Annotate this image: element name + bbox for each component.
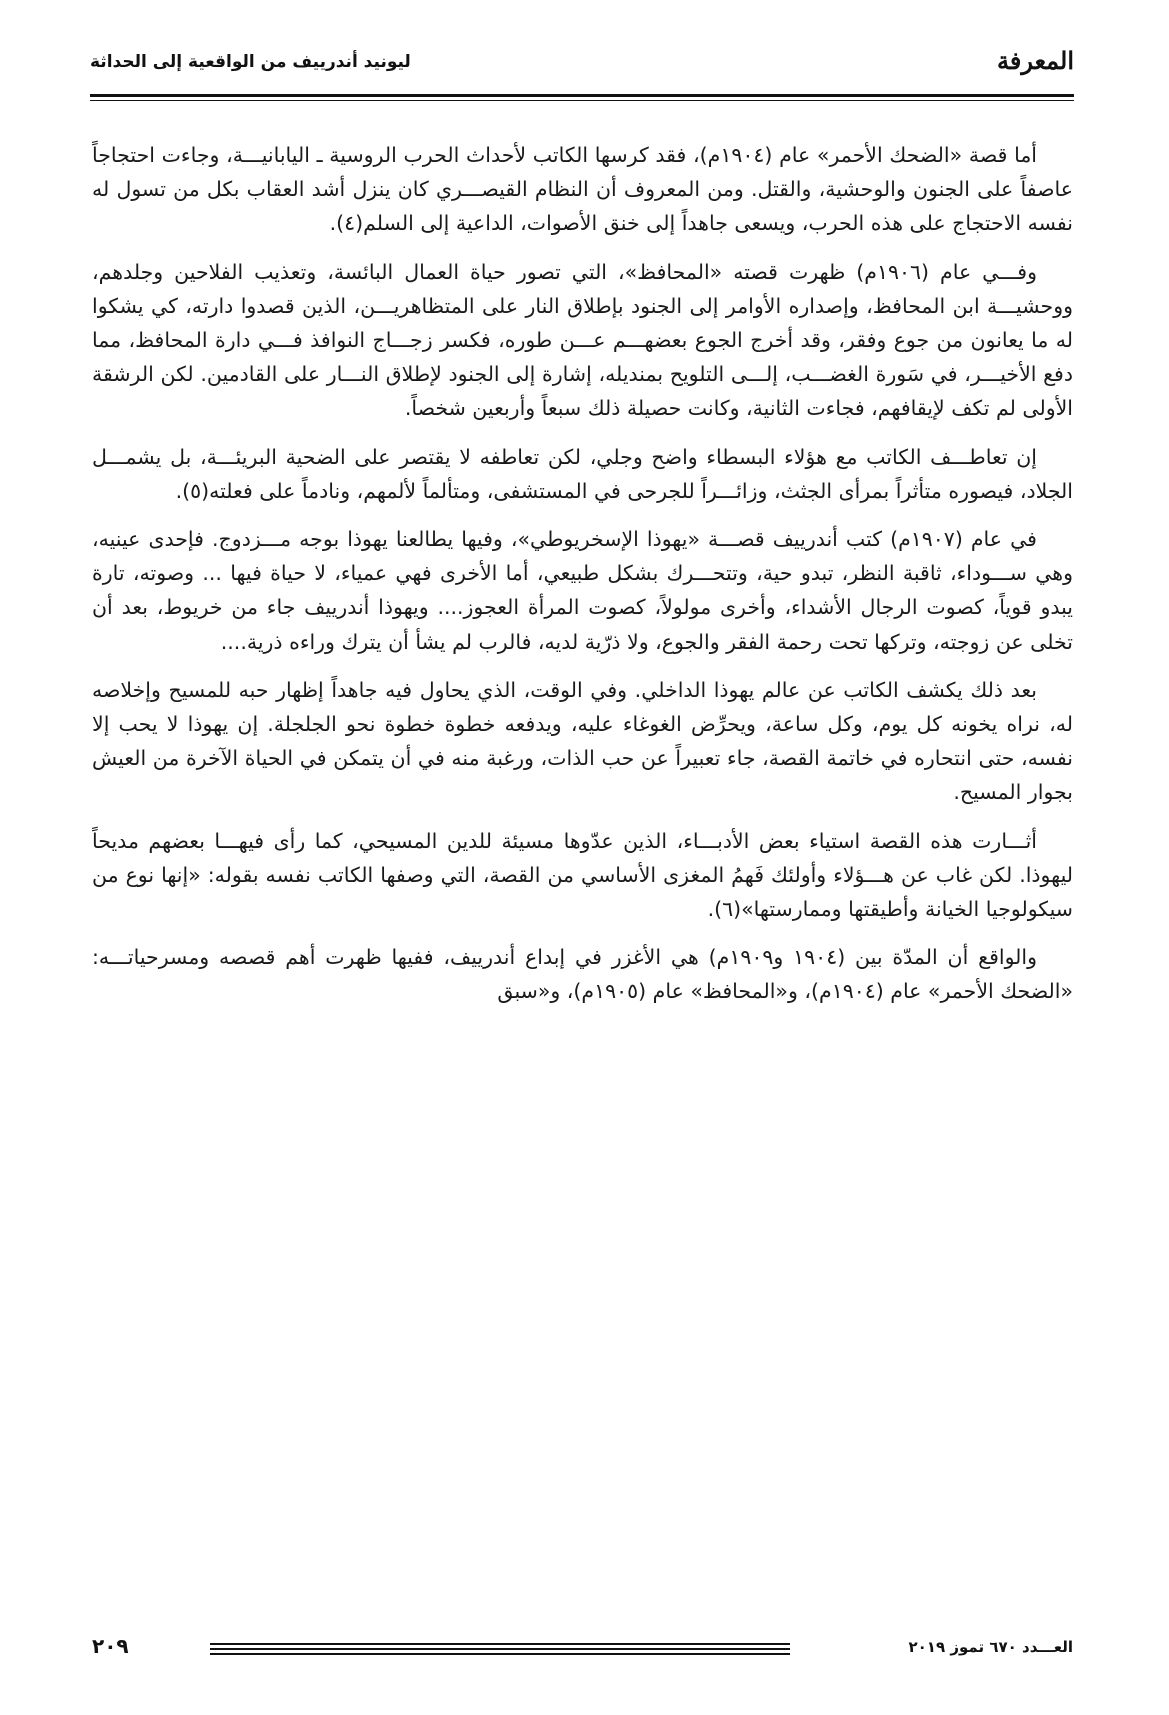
footer-rule (210, 1648, 790, 1650)
footer-rule (210, 1653, 790, 1655)
article-body (92, 138, 1073, 1023)
running-title: ليونيد أندرييف من الواقعية إلى الحداثة (90, 52, 411, 72)
header-rule-thin (90, 100, 1074, 101)
paragraph-7: والواقع أن المدّة بين (١٩٠٤ و١٩٠٩م) هي الأغزر في إبداع أندرييف، ففيها ظهرت أهم قصصه ومسرحياتـــه: «الضحك الأحمر» عام (١٩٠٤م)، و«المحافظ» عام (١٩٠٥م)، و«سبق (92, 945, 1073, 1004)
paragraph-4: في عام (١٩٠٧م) كتب أندرييف قصـــة «يهوذا الإسخريوطي»، وفيها يطالعنا يهوذا بوجه مـــزدوج. فإحدى عينيه، وهي ســـوداء، ثاقبة النظر، تبدو حية، وتتحـــرك بشكل طبيعي، أما الأخرى فهي عمياء، لا حياة فيها ... وصوته، تارة يبدو قوياً، كصوت الرجال الأشداء، وأخرى مولولاً، كصوت المرأة العجوز.... ويهوذا أندرييف جاء من خريوط، بعد أن تخلى عن زوجته، وتركها تحت رحمة الفقر والجوع، ولا ذرّية لديه، فالرب لم يشأ أن يترك وراءه ذرية.... (92, 527, 1073, 654)
paragraph-3: إن تعاطـــف الكاتب مع هؤلاء البسطاء واضح وجلي، لكن تعاطفه لا يقتصر على الضحية البريئـــة، بل يشمـــل الجلاد، فيصوره متأثراً بمرأى الجثث، وزائـــراً للجرحى في المستشفى، ومتألماً لألمهم، ونادماً على فعلته(٥). (92, 444, 1073, 503)
paragraph-1: أما قصة «الضحك الأحمر» عام (١٩٠٤م)، فقد كرسها الكاتب لأحداث الحرب الروسية ـ اليابانيـــة، وجاءت احتجاجاً عاصفاً على الجنون والوحشية، والقتل. ومن المعروف أن النظام القيصـــري كان ينزل أشد العقاب بكل من تسول له نفسه الاحتجاج على هذه الحرب، ويسعى جاهداً إلى خنق الأصوات، الداعية إلى السلم(٤). (92, 143, 1073, 236)
paragraph-6: أثـــارت هذه القصة استياء بعض الأدبـــاء، الذين عدّوها مسيئة للدين المسيحي، كما رأى فيهـــا بعضهم مديحاً ليهوذا. لكن غاب عن هـــؤلاء وأولئك فَهمُ المغزى الأساسي من القصة، التي وصفها الكاتب نفسه بقوله: «إنها نوع من سيكولوجيا الخيانة وأطيقتها وممارستها»(٦). (92, 828, 1073, 922)
paragraph-2: وفـــي عام (١٩٠٦م) ظهرت قصته «المحافظ»، التي تصور حياة العمال البائسة، وتعذيب الفلاحين وجلدهم، ووحشيـــة ابن المحافظ، وإصداره الأوامر إلى الجنود بإطلاق النار على المتظاهريـــن، الذين قصدوا دارته، كي يشكوا له ما يعانون من جوع وفقر، وقد أخرج الجوع بعضهـــم عـــن طوره، فكسر زجـــاج النوافذ فـــي دارة المحافظ، مما دفع الأخيـــر، في سَورة الغضـــب، إلـــى التلويح بمنديله، إشارة إلى الجنود لإطلاق النـــار على القادمين. لكن الرشقة الأولى لم تكف لإيقافهم، فجاءت الثانية، وكانت حصيلة ذلك سبعاً وأربعين شخصاً. (92, 259, 1073, 421)
paragraph-5: بعد ذلك يكشف الكاتب عن عالم يهوذا الداخلي. وفي الوقت، الذي يحاول فيه جاهداً إظهار حبه للمسيح وإخلاصه له، نراه يخونه كل يوم، وكل ساعة، ويحرِّض الغوغاء عليه، ويدفعه خطوة خطوة نحو الجلجلة. إن يهوذا لا يحب إلا نفسه، حتى انتحاره في خاتمة القصة، جاء تعبيراً عن حب الذات، ورغبة منه في أن يتمكن في الحياة الآخرة من العيش بجوار المسيح. (92, 677, 1073, 805)
page-number: ٢٠٩ (92, 1634, 129, 1658)
header-rule (90, 94, 1074, 97)
page-footer (92, 1632, 1073, 1672)
magazine-logo: المعرفة (996, 46, 1074, 75)
issue-info: العـــدد ٦٧٠ تموز ٢٠١٩ (908, 1638, 1073, 1656)
page-header (90, 42, 1074, 92)
footer-rule (210, 1643, 790, 1645)
